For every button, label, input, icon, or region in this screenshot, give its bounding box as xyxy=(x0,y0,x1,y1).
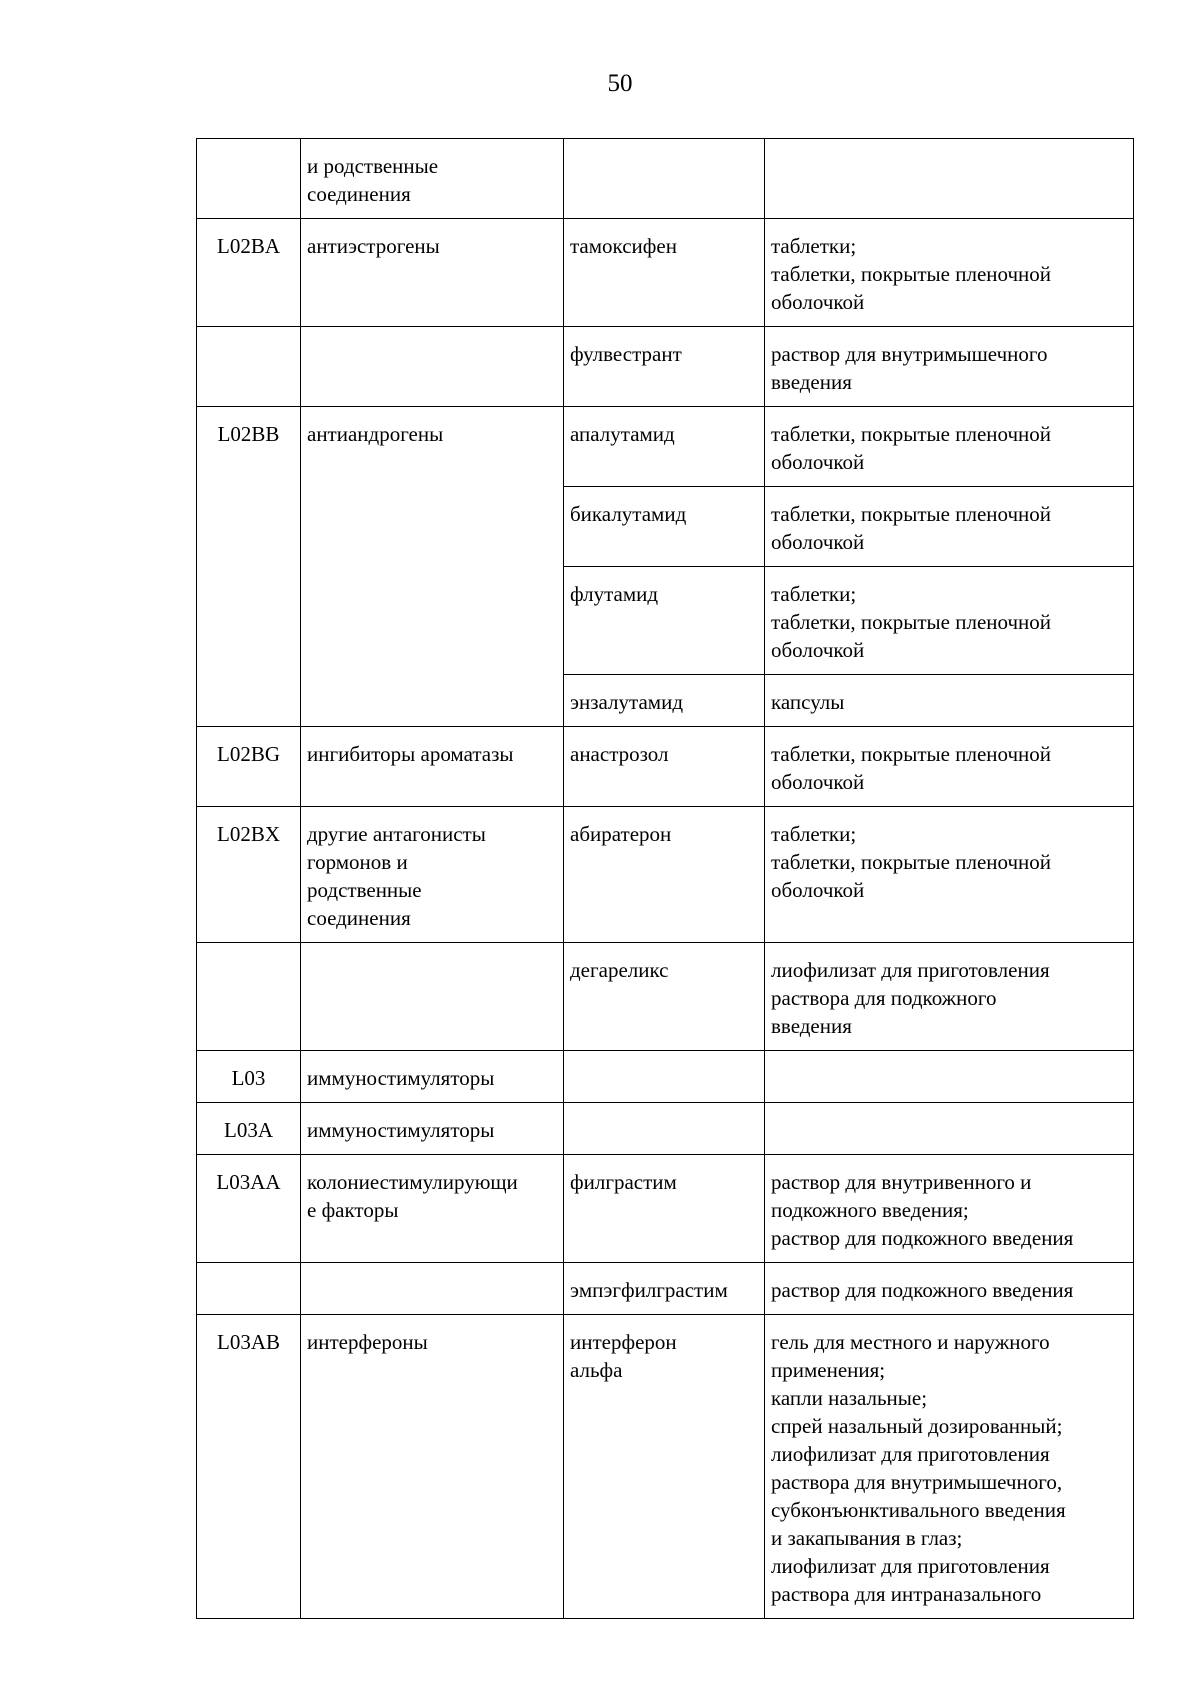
form-cell xyxy=(765,139,1134,219)
table-row xyxy=(197,1051,1134,1103)
drug-name: фулвестрант xyxy=(570,342,682,366)
page-number: 50 xyxy=(607,70,633,97)
form-cell xyxy=(765,675,1134,727)
drug-name: бикалутамид xyxy=(570,502,687,526)
table-row xyxy=(197,1315,1134,1619)
group-cell xyxy=(301,943,564,1051)
dosage-form: таблетки, покрытые пленочной xyxy=(771,742,1052,766)
atc-code-cell xyxy=(197,327,301,407)
form-cell xyxy=(765,727,1134,807)
group-text: е факторы xyxy=(307,1198,399,1222)
group-cell xyxy=(301,1103,564,1155)
table-row xyxy=(197,219,1134,327)
dosage-form: раствор для подкожного введения xyxy=(771,1226,1074,1250)
group-text: колониестимулирующи xyxy=(307,1170,518,1194)
dosage-form: субконъюнктивального введения xyxy=(771,1498,1066,1522)
table-row xyxy=(197,727,1134,807)
drug-name: абиратерон xyxy=(570,822,672,846)
dosage-form: гель для местного и наружного xyxy=(771,1330,1050,1354)
group-text: антиэстрогены xyxy=(307,234,440,258)
atc-code-cell: L02BA xyxy=(197,219,301,327)
form-cell xyxy=(765,1315,1134,1619)
dosage-form: оболочкой xyxy=(771,290,865,314)
group-cell xyxy=(301,219,564,327)
group-text: иммуностимуляторы xyxy=(307,1118,495,1142)
drug-cell xyxy=(564,675,765,727)
drug-name: апалутамид xyxy=(570,422,675,446)
drug-cell xyxy=(564,407,765,487)
dosage-form: введения xyxy=(771,370,852,394)
atc-code-cell: L03A xyxy=(197,1103,301,1155)
dosage-form: раствор для внутримышечного xyxy=(771,342,1048,366)
atc-code-cell xyxy=(197,139,301,219)
group-text: родственные xyxy=(307,878,422,902)
form-cell xyxy=(765,1051,1134,1103)
drug-cell xyxy=(564,139,765,219)
dosage-form: подкожного введения; xyxy=(771,1198,969,1222)
drug-name: филграстим xyxy=(570,1170,677,1194)
table-row xyxy=(197,327,1134,407)
dosage-form: таблетки; xyxy=(771,234,857,258)
dosage-form: спрей назальный дозированный; xyxy=(771,1414,1063,1438)
table-row xyxy=(197,1103,1134,1155)
group-text: соединения xyxy=(307,182,411,206)
atc-code-cell: L02BB xyxy=(197,407,301,727)
group-cell xyxy=(301,727,564,807)
atc-code-cell: L03AA xyxy=(197,1155,301,1263)
drug-cell xyxy=(564,1155,765,1263)
group-cell xyxy=(301,807,564,943)
drug-name: энзалутамид xyxy=(570,690,683,714)
group-text: другие антагонисты xyxy=(307,822,486,846)
group-cell xyxy=(301,1263,564,1315)
atc-code-cell xyxy=(197,943,301,1051)
group-cell xyxy=(301,1051,564,1103)
dosage-form: раствор для внутривенного и xyxy=(771,1170,1032,1194)
atc-code-cell xyxy=(197,1263,301,1315)
dosage-form: введения xyxy=(771,1014,852,1038)
table-row xyxy=(197,407,1134,487)
group-text: соединения xyxy=(307,906,411,930)
dosage-form: оболочкой xyxy=(771,450,865,474)
drug-cell xyxy=(564,567,765,675)
group-text: гормонов и xyxy=(307,850,408,874)
dosage-form: капсулы xyxy=(771,690,845,714)
drug-cell xyxy=(564,219,765,327)
dosage-form: лиофилизат для приготовления xyxy=(771,1554,1050,1578)
table-row xyxy=(197,943,1134,1051)
drug-name: тамоксифен xyxy=(570,234,677,258)
form-cell xyxy=(765,807,1134,943)
group-text: и родственные xyxy=(307,154,439,178)
dosage-form: оболочкой xyxy=(771,878,865,902)
dosage-form: таблетки, покрытые пленочной xyxy=(771,502,1052,526)
atc-code-cell: L02BX xyxy=(197,807,301,943)
dosage-form: и закапывания в глаз; xyxy=(771,1526,963,1550)
dosage-form: раствор для подкожного введения xyxy=(771,1278,1074,1302)
drug-name: альфа xyxy=(570,1358,623,1382)
drug-cell xyxy=(564,1103,765,1155)
form-cell xyxy=(765,567,1134,675)
form-cell xyxy=(765,1103,1134,1155)
form-cell xyxy=(765,1263,1134,1315)
drug-name: флутамид xyxy=(570,582,659,606)
dosage-form: оболочкой xyxy=(771,638,865,662)
drug-classification-table xyxy=(196,138,1134,1619)
form-cell xyxy=(765,943,1134,1051)
dosage-form: применения; xyxy=(771,1358,886,1382)
dosage-form: таблетки; xyxy=(771,582,857,606)
table-row xyxy=(197,139,1134,219)
group-text: иммуностимуляторы xyxy=(307,1066,495,1090)
dosage-form: оболочкой xyxy=(771,530,865,554)
dosage-form: таблетки, покрытые пленочной xyxy=(771,422,1052,446)
drug-cell xyxy=(564,327,765,407)
drug-cell xyxy=(564,727,765,807)
atc-code-cell: L03 xyxy=(197,1051,301,1103)
drug-cell xyxy=(564,1051,765,1103)
drug-name: эмпэгфилграстим xyxy=(570,1278,728,1302)
drug-cell xyxy=(564,943,765,1051)
drug-cell xyxy=(564,807,765,943)
drug-cell xyxy=(564,1263,765,1315)
table-row xyxy=(197,1263,1134,1315)
dosage-form: таблетки, покрытые пленочной xyxy=(771,850,1052,874)
form-cell xyxy=(765,327,1134,407)
group-text: интерфероны xyxy=(307,1330,428,1354)
dosage-form: раствора для внутримышечного, xyxy=(771,1470,1063,1494)
dosage-form: таблетки, покрытые пленочной xyxy=(771,610,1052,634)
dosage-form: раствора для интраназального xyxy=(771,1582,1042,1606)
dosage-form: лиофилизат для приготовления xyxy=(771,958,1050,982)
dosage-form: лиофилизат для приготовления xyxy=(771,1442,1050,1466)
form-cell xyxy=(765,487,1134,567)
group-text: антиандрогены xyxy=(307,422,444,446)
group-cell xyxy=(301,327,564,407)
drug-cell xyxy=(564,487,765,567)
dosage-form: таблетки, покрытые пленочной xyxy=(771,262,1052,286)
dosage-form: таблетки; xyxy=(771,822,857,846)
drug-name: дегареликс xyxy=(570,958,669,982)
group-cell xyxy=(301,1155,564,1263)
form-cell xyxy=(765,219,1134,327)
form-cell xyxy=(765,1155,1134,1263)
group-cell xyxy=(301,407,564,727)
table-row xyxy=(197,807,1134,943)
drug-name: интерферон xyxy=(570,1330,677,1354)
dosage-form: оболочкой xyxy=(771,770,865,794)
dosage-form: раствора для подкожного xyxy=(771,986,997,1010)
group-cell xyxy=(301,139,564,219)
atc-code-cell: L03AB xyxy=(197,1315,301,1619)
atc-code-cell: L02BG xyxy=(197,727,301,807)
form-cell xyxy=(765,407,1134,487)
drug-cell xyxy=(564,1315,765,1619)
dosage-form: капли назальные; xyxy=(771,1386,928,1410)
drug-name: анастрозол xyxy=(570,742,669,766)
table-row xyxy=(197,1155,1134,1263)
group-cell xyxy=(301,1315,564,1619)
group-text: ингибиторы ароматазы xyxy=(307,742,514,766)
